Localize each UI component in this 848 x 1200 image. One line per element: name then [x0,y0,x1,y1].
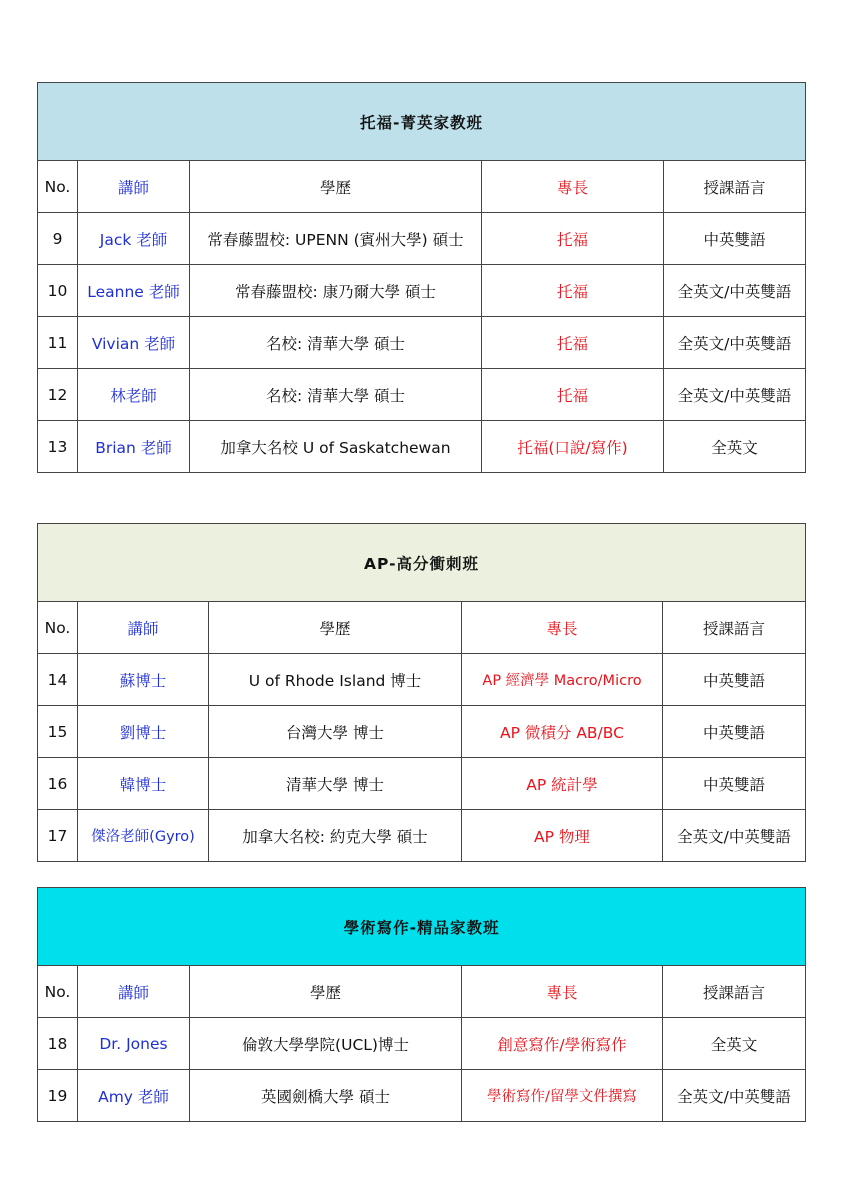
row-education: 名校: 清華大學 碩士 [190,317,482,369]
row-specialty: 托福(口說/寫作) [482,421,664,473]
table-row [38,317,806,369]
row-teacher: Dr. Jones [78,1018,190,1070]
row-teacher: Amy 老師 [78,1070,190,1122]
header-education: 學歷 [209,602,462,654]
row-language: 全英文 [663,1018,806,1070]
row-specialty: AP 微積分 AB/BC [462,706,663,758]
row-no: 15 [38,706,78,758]
row-language: 中英雙語 [663,706,806,758]
row-education: 加拿大名校: 約克大學 碩士 [209,810,462,862]
row-teacher: Leanne 老師 [78,265,190,317]
row-education: 倫敦大學學院(UCL)博士 [190,1018,462,1070]
header-teacher: 講師 [78,161,190,213]
header-specialty: 專長 [482,161,664,213]
row-teacher: 劉博士 [78,706,209,758]
row-teacher: 蘇博士 [78,654,209,706]
ap-title: AP-高分衝刺班 [38,524,806,602]
row-specialty: 托福 [482,369,664,421]
header-specialty: 專長 [462,966,663,1018]
row-language: 全英文/中英雙語 [663,1070,806,1122]
row-no: 12 [38,369,78,421]
row-no: 17 [38,810,78,862]
ap-header-row [38,602,806,654]
writing-table [37,887,806,1122]
header-language: 授課語言 [663,602,806,654]
table-row [38,421,806,473]
toefl-title: 托福-菁英家教班 [38,83,806,161]
row-language: 全英文/中英雙語 [664,265,806,317]
row-no: 16 [38,758,78,810]
table-row [38,1070,806,1122]
table-row [38,706,806,758]
row-no: 10 [38,265,78,317]
row-education: 常春藤盟校: UPENN (賓州大學) 碩士 [190,213,482,265]
table-row [38,265,806,317]
table-row [38,810,806,862]
table-row [38,1018,806,1070]
row-specialty: AP 統計學 [462,758,663,810]
row-specialty: AP 經濟學 Macro/Micro [462,654,663,706]
row-education: 加拿大名校 U of Saskatchewan [190,421,482,473]
toefl-table [37,82,806,473]
row-no: 19 [38,1070,78,1122]
row-language: 全英文 [664,421,806,473]
header-specialty: 專長 [462,602,663,654]
header-language: 授課語言 [663,966,806,1018]
row-no: 14 [38,654,78,706]
row-specialty: 托福 [482,265,664,317]
row-education: U of Rhode Island 博士 [209,654,462,706]
table-row [38,369,806,421]
row-teacher: Vivian 老師 [78,317,190,369]
row-no: 18 [38,1018,78,1070]
row-specialty: 托福 [482,213,664,265]
row-specialty: 創意寫作/學術寫作 [462,1018,663,1070]
row-education: 英國劍橋大學 碩士 [190,1070,462,1122]
row-teacher: 林老師 [78,369,190,421]
header-no: No. [38,602,78,654]
header-no: No. [38,161,78,213]
row-education: 台灣大學 博士 [209,706,462,758]
row-education: 名校: 清華大學 碩士 [190,369,482,421]
header-education: 學歷 [190,161,482,213]
row-no: 9 [38,213,78,265]
row-teacher: Jack 老師 [78,213,190,265]
row-language: 全英文/中英雙語 [664,369,806,421]
row-language: 中英雙語 [663,654,806,706]
row-language: 全英文/中英雙語 [663,810,806,862]
header-language: 授課語言 [664,161,806,213]
ap-table [37,523,806,862]
row-education: 常春藤盟校: 康乃爾大學 碩士 [190,265,482,317]
table-row [38,654,806,706]
header-teacher: 講師 [78,602,209,654]
row-specialty: 托福 [482,317,664,369]
writing-header-row [38,966,806,1018]
row-specialty: 學術寫作/留學文件撰寫 [462,1070,663,1122]
row-teacher: 傑洛老師(Gyro) [78,810,209,862]
table-row [38,758,806,810]
row-no: 11 [38,317,78,369]
header-teacher: 講師 [78,966,190,1018]
row-teacher: 韓博士 [78,758,209,810]
row-no: 13 [38,421,78,473]
writing-title: 學術寫作-精品家教班 [38,888,806,966]
toefl-header-row [38,161,806,213]
row-language: 全英文/中英雙語 [664,317,806,369]
row-education: 清華大學 博士 [209,758,462,810]
row-specialty: AP 物理 [462,810,663,862]
table-row [38,213,806,265]
header-no: No. [38,966,78,1018]
row-language: 中英雙語 [664,213,806,265]
header-education: 學歷 [190,966,462,1018]
row-language: 中英雙語 [663,758,806,810]
row-teacher: Brian 老師 [78,421,190,473]
